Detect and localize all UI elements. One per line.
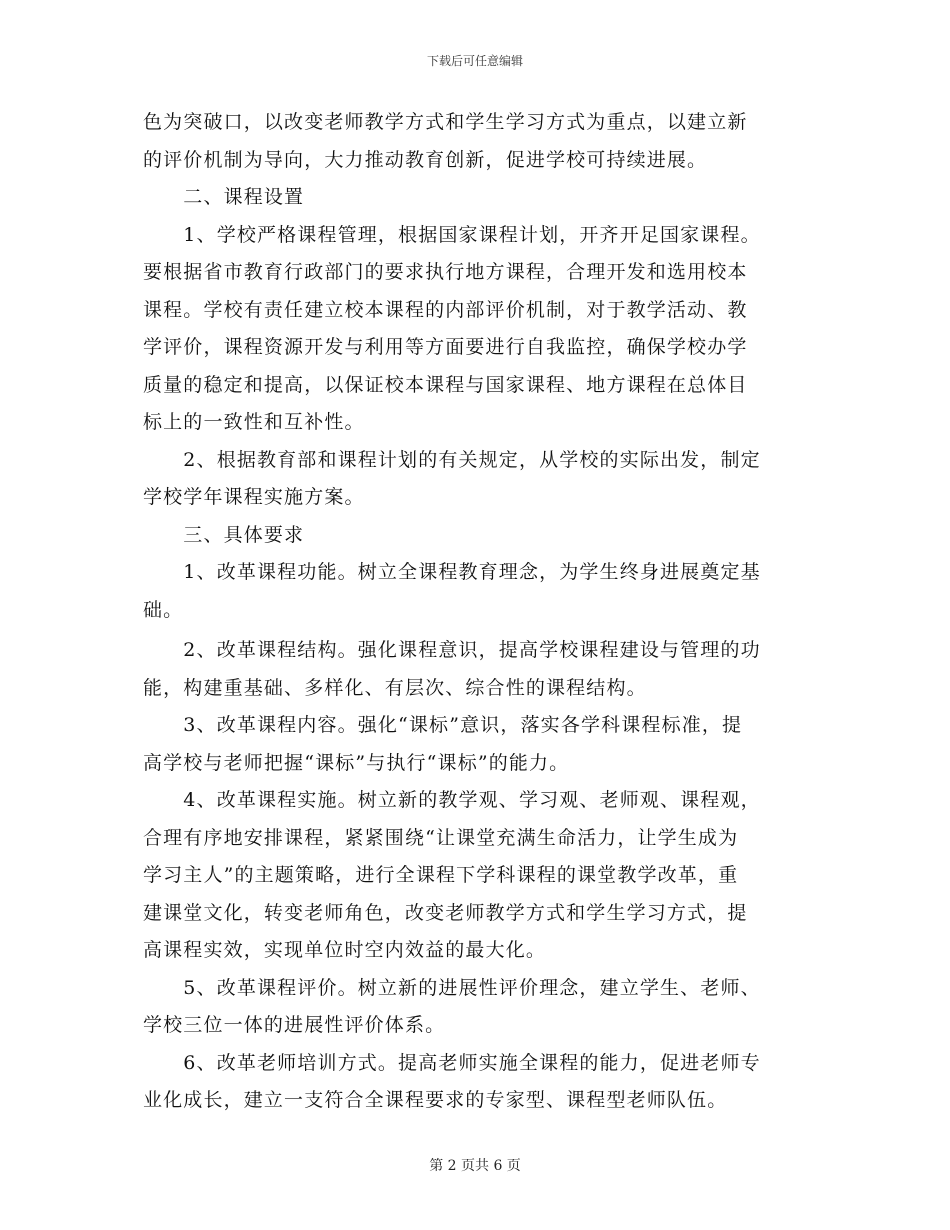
page-header: 下载后可任意编辑	[426, 54, 523, 68]
text-line: 合理有序地安排课程，紧紧围绕“让课堂充满生命活力，让学生成为	[143, 826, 739, 849]
text-line: 能，构建重基础、多样化、有层次、综合性的课程结构。	[143, 676, 647, 699]
document-body	[143, 104, 811, 1120]
section-heading: 三、具体要求	[143, 523, 305, 546]
text-line: 3、改革课程内容。强化“课标”意识，落实各学科课程标准，提	[143, 714, 743, 736]
text-line: 业化成长，建立一支符合全课程要求的专家型、课程型老师队伍。	[143, 1089, 728, 1111]
section-heading: 二、课程设置	[143, 186, 305, 208]
text-line: 1、学校严格课程管理，根据国家课程计划，开齐开足国家课程。	[143, 223, 761, 246]
page-footer: 第 2 页共 6 页	[429, 1158, 521, 1174]
text-line: 标上的一致性和互补性。	[143, 411, 365, 433]
text-line: 2、根据教育部和课程计划的有关规定，从学校的实际出发，制定	[143, 448, 761, 471]
text-line: 础。	[143, 598, 184, 621]
text-line: 色为突破口，以改变老师教学方式和学生学习方式为重点，以建立新	[143, 111, 748, 133]
text-line: 要根据省市教育行政部门的要求执行地方课程，合理开发和选用校本	[143, 261, 748, 283]
text-line: 质量的稳定和提高，以保证校本课程与国家课程、地方课程在总体目	[143, 373, 748, 396]
text-line: 建课堂文化，转变老师角色，改变老师教学方式和学生学习方式，提	[143, 901, 748, 924]
text-line: 高课程实效，实现单位时空内效益的最大化。	[143, 939, 547, 961]
text-line: 课程。学校有责任建立校本课程的内部评价机制，对于教学活动、教	[143, 298, 748, 321]
text-line: 学评价，课程资源开发与利用等方面要进行自我监控，确保学校办学	[143, 336, 748, 358]
text-line: 学校学年课程实施方案。	[143, 486, 365, 508]
text-line: 5、改革课程评价。树立新的进展性评价理念，建立学生、老师、	[143, 976, 761, 999]
text-line: 学校三位一体的进展性评价体系。	[143, 1014, 446, 1036]
text-line: 的评价机制为导向，大力推动教育创新，促进学校可持续进展。	[143, 148, 708, 171]
text-line: 1、改革课程功能。树立全课程教育理念，为学生终身进展奠定基	[143, 561, 761, 583]
text-line: 学习主人”的主题策略，进行全课程下学科课程的课堂教学改革，重	[143, 864, 739, 886]
text-line: 高学校与老师把握“课标”与执行“课标”的能力。	[143, 751, 570, 774]
text-line: 6、改革老师培训方式。提高老师实施全课程的能力，促进老师专	[143, 1051, 761, 1074]
text-line: 4、改革课程实施。树立新的教学观、学习观、老师观、课程观，	[143, 789, 761, 811]
text-line: 2、改革课程结构。强化课程意识，提高学校课程建设与管理的功	[143, 639, 761, 661]
